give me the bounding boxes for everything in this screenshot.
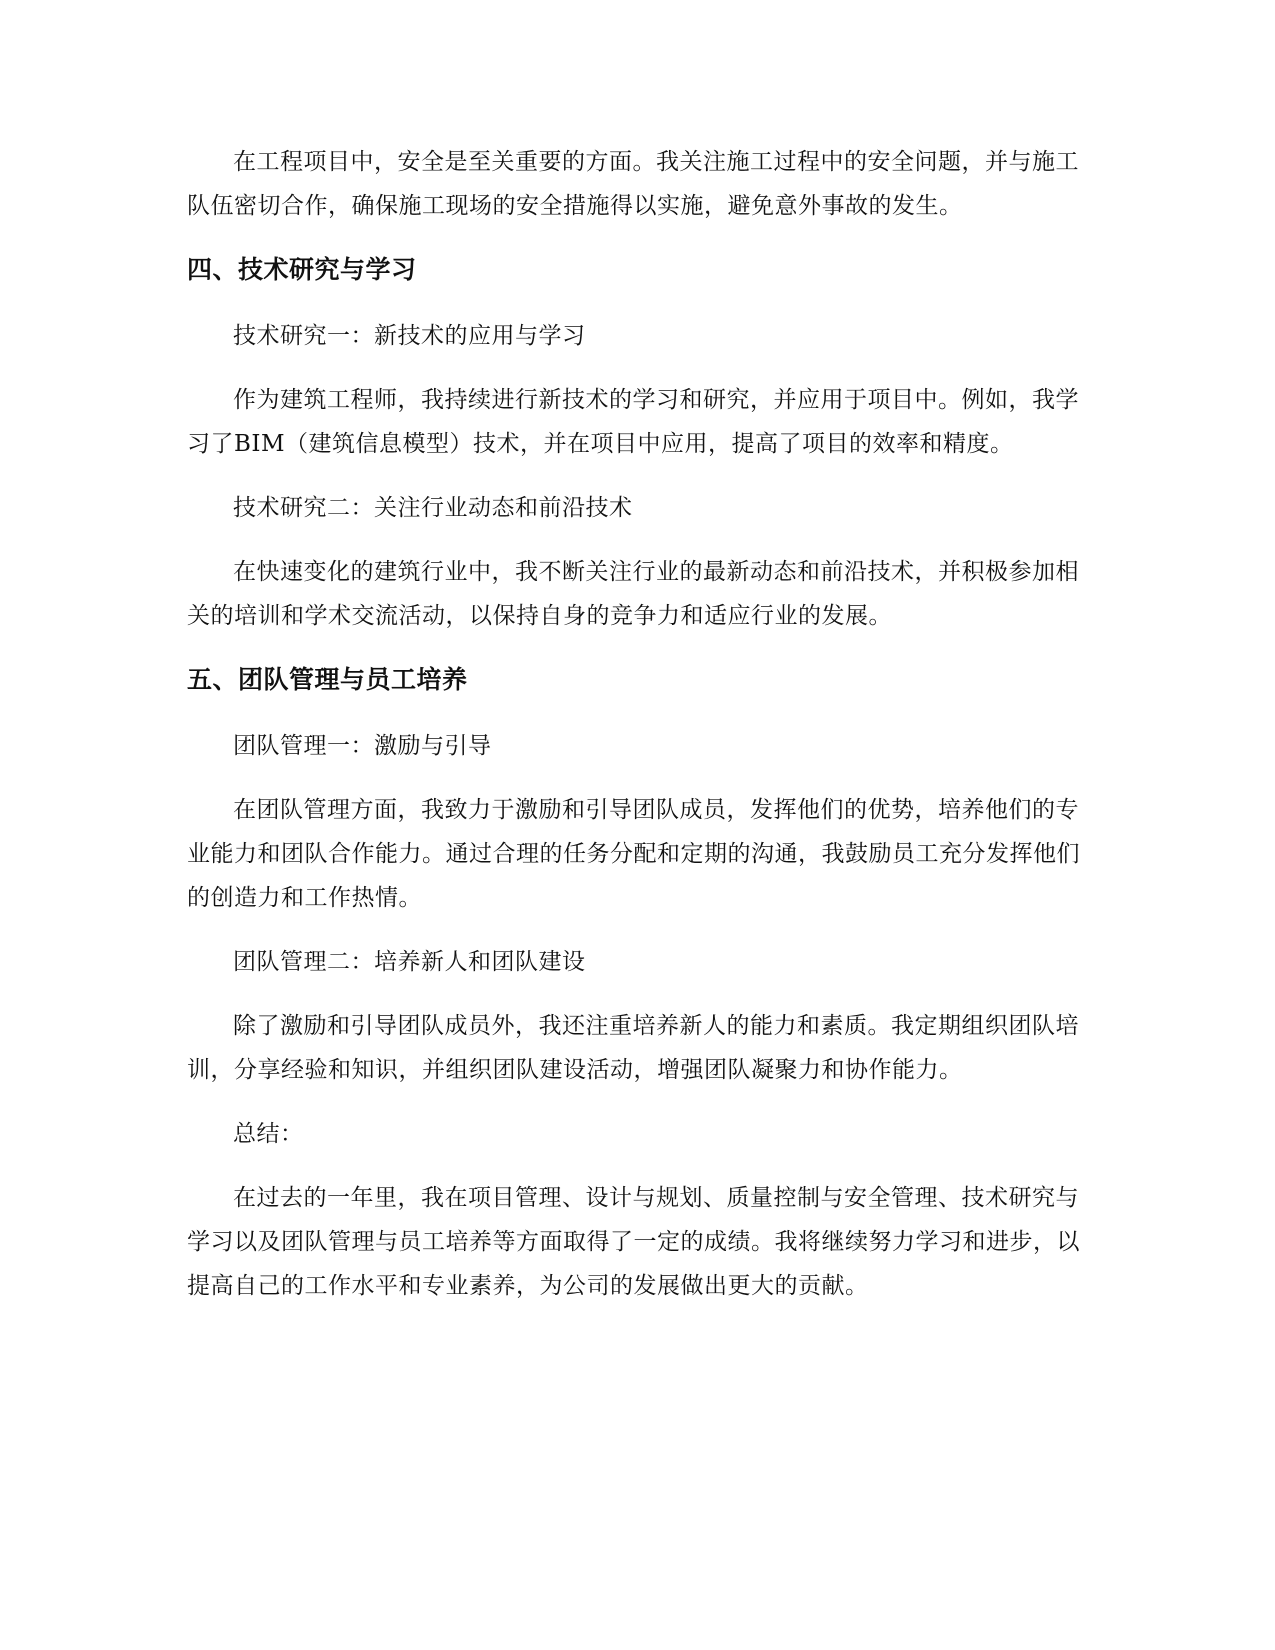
paragraph-team-management-2: 除了激励和引导团队成员外，我还注重培养新人的能力和素质。我定期组织团队培训，分享经验和知识，并组织团队建设活动，增强团队凝聚力和协作能力。 xyxy=(187,1013,1079,1083)
paragraph-team-management-1: 在团队管理方面，我致力于激励和引导团队成员，发挥他们的优势，培养他们的专业能力和团队合作能力。通过合理的任务分配和定期的沟通，我鼓励员工充分发挥他们的创造力和工作热情。 xyxy=(187,797,1080,911)
subheading-tech-research-1: 技术研究一：新技术的应用与学习 xyxy=(233,323,586,349)
subheading-team-management-2: 团队管理二：培养新人和团队建设 xyxy=(233,949,586,975)
section-heading-team-management: 五、团队管理与员工培养 xyxy=(187,665,468,694)
paragraph-tech-research-2: 在快速变化的建筑行业中，我不断关注行业的最新动态和前沿技术，并积极参加相关的培训和学术交流活动，以保持自身的竞争力和适应行业的发展。 xyxy=(187,559,1079,629)
paragraph-tech-research-1: 作为建筑工程师，我持续进行新技术的学习和研究，并应用于项目中。例如，我学习了BIM（建筑信息模型）技术，并在项目中应用，提高了项目的效率和精度。 xyxy=(187,387,1079,457)
subheading-team-management-1: 团队管理一：激励与引导 xyxy=(233,733,492,759)
paragraph-summary: 在过去的一年里，我在项目管理、设计与规划、质量控制与安全管理、技术研究与学习以及团队管理与员工培养等方面取得了一定的成绩。我将继续努力学习和进步，以提高自己的工作水平和专业素养，为公司的发展做出更大的贡献。 xyxy=(187,1185,1080,1299)
summary-label: 总结： xyxy=(233,1121,304,1147)
section-heading-tech-research: 四、技术研究与学习 xyxy=(187,255,417,284)
paragraph-safety: 在工程项目中，安全是至关重要的方面。我关注施工过程中的安全问题，并与施工队伍密切合作，确保施工现场的安全措施得以实施，避免意外事故的发生。 xyxy=(187,149,1079,219)
document-body xyxy=(187,140,1087,1328)
subheading-tech-research-2: 技术研究二：关注行业动态和前沿技术 xyxy=(233,495,633,521)
